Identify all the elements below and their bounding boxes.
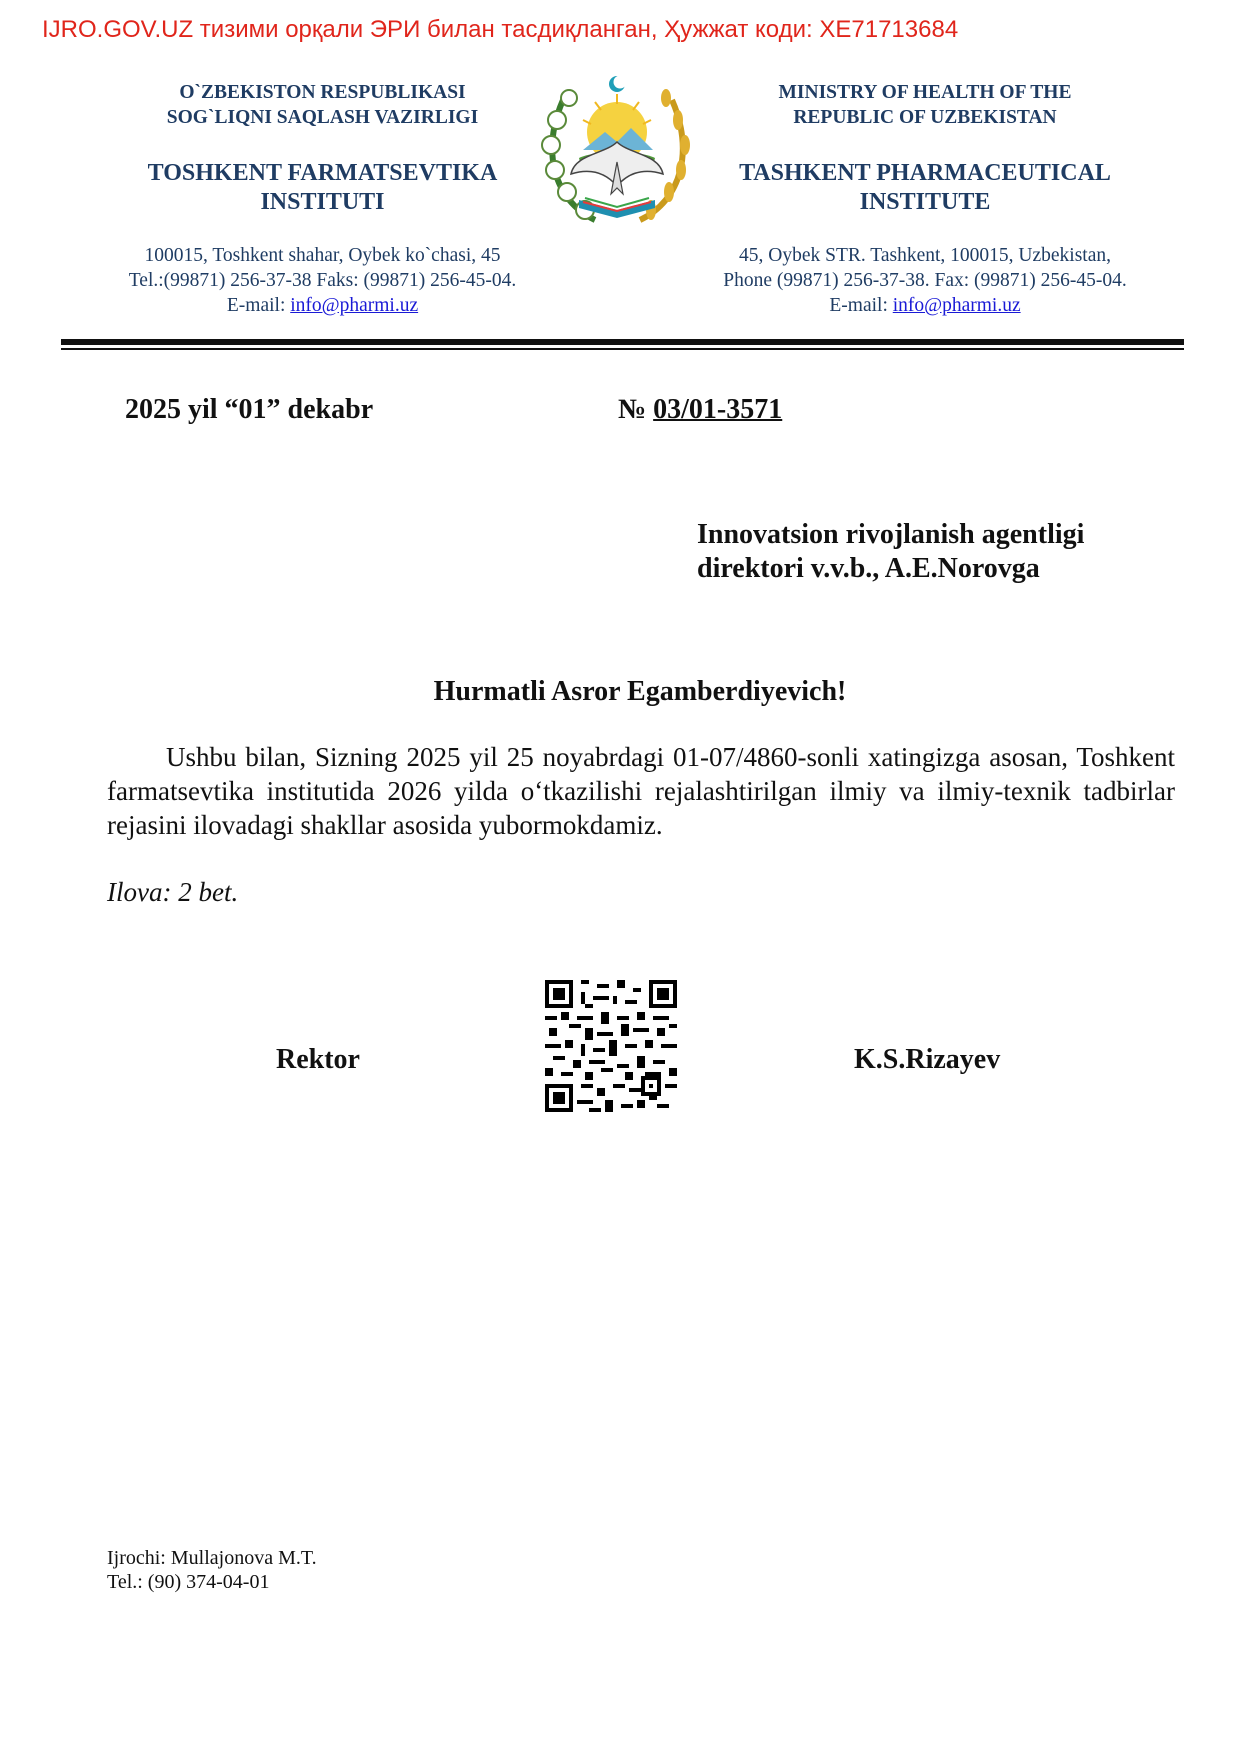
verification-stamp: IJRO.GOV.UZ тизими орқали ЭРИ билан тасдиқланган, Ҳужжат коди: XE71713684 bbox=[42, 16, 959, 43]
recipient-line1: Innovatsion rivojlanish agentligi bbox=[697, 519, 1085, 550]
header-left-addr2: Tel.:(99871) 256-37-38 Faks: (99871) 256-45-04. bbox=[128, 270, 517, 291]
qr-code-icon bbox=[545, 980, 677, 1112]
email-label: E-mail: bbox=[829, 295, 893, 316]
header-right-line1: MINISTRY OF HEALTH OF THE bbox=[778, 82, 1072, 103]
salutation: Hurmatli Asror Egamberdiyevich! bbox=[433, 676, 847, 707]
header-left bbox=[70, 80, 575, 318]
recipient-line2: direktori v.v.b., A.E.Norovga bbox=[697, 553, 1040, 584]
header-right-addr2: Phone (99871) 256-37-38. Fax: (99871) 256-45-04. bbox=[723, 270, 1127, 291]
header-divider-thick bbox=[61, 339, 1184, 345]
signatory-name: K.S.Rizayev bbox=[854, 1044, 1001, 1075]
number-prefix: № bbox=[618, 394, 654, 425]
signatory-title: Rektor bbox=[276, 1044, 360, 1075]
email-link-right[interactable]: info@pharmi.uz bbox=[892, 295, 1021, 316]
letter-body: Ushbu bilan, Sizning 2025 yil 25 noyabrdagi 01-07/4860-sonli xatingizga asosan, Toshkent farmatsevtika institutida 2026 yilda o‘tkazilishi rejalashtirilgan ilmiy va ilmiy-texnik tadbirlar rejasini ilovadagi shakllar asosida yubormokdamiz. bbox=[107, 742, 1175, 840]
header-left-email-line bbox=[70, 293, 575, 318]
header-right-org1: TASHKENT PHARMACEUTICAL bbox=[739, 160, 1111, 186]
header-right-addr1: 45, Oybek STR. Tashkent, 100015, Uzbekistan, bbox=[739, 245, 1111, 266]
executor-name: Ijrochi: Mullajonova M.T. bbox=[107, 1547, 317, 1569]
header-right-org2: INSTITUTE bbox=[859, 189, 991, 215]
email-link-left[interactable]: info@pharmi.uz bbox=[290, 295, 419, 316]
header-left-org2: INSTITUTI bbox=[260, 189, 385, 215]
recipient-block bbox=[697, 518, 1167, 586]
state-emblem-icon bbox=[535, 70, 700, 235]
header-left-org1: TOSHKENT FARMATSEVTIKA bbox=[147, 160, 498, 186]
header-right bbox=[690, 80, 1160, 318]
email-label: E-mail: bbox=[226, 295, 291, 316]
header-right-line2: REPUBLIC OF UZBEKISTAN bbox=[793, 107, 1057, 128]
number-value: 03/01-3571 bbox=[653, 394, 783, 425]
header-left-line2: SOG`LIQNI SAQLASH VAZIRLIGI bbox=[166, 107, 479, 128]
header-left-line1: O`ZBEKISTON RESPUBLIKASI bbox=[179, 82, 466, 103]
header-right-email-line bbox=[690, 293, 1160, 318]
header-divider-thin bbox=[61, 348, 1184, 350]
executor-block bbox=[107, 1546, 317, 1594]
executor-phone: Tel.: (90) 374-04-01 bbox=[107, 1571, 270, 1593]
header-left-addr1: 100015, Toshkent shahar, Oybek ko`chasi, 45 bbox=[144, 245, 501, 266]
letter-date: 2025 yil “01” dekabr bbox=[125, 394, 374, 425]
annex-note: Ilova: 2 bet. bbox=[107, 877, 239, 907]
letter-number bbox=[618, 394, 782, 426]
